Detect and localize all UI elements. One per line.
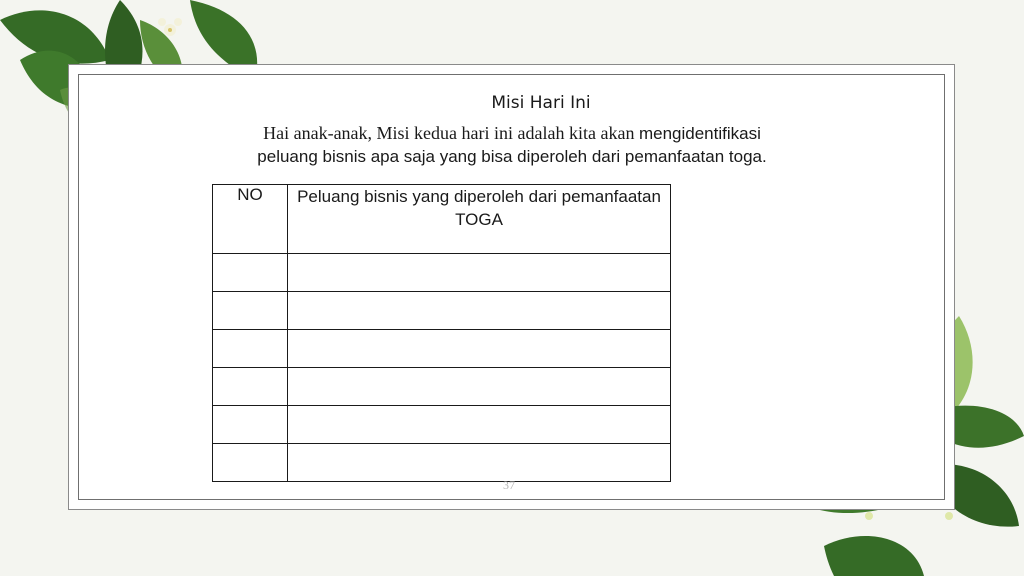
cell-no[interactable] [213, 368, 288, 406]
cell-opportunity[interactable] [288, 254, 671, 292]
mission-table [212, 184, 671, 482]
header-business-opportunity: Peluang bisnis yang diperoleh dari pemanfaatan TOGA [288, 185, 671, 254]
cell-opportunity[interactable] [288, 292, 671, 330]
instruction-line-2: peluang bisnis apa saja yang bisa diperoleh dari pemanfaatan toga. [257, 147, 767, 166]
header-no: NO [213, 185, 288, 254]
cell-no[interactable] [213, 444, 288, 482]
instruction-line-1: Hai anak-anak, Misi kedua hari ini adalah kita akan mengidentifikasi [263, 123, 761, 143]
cell-no[interactable] [213, 254, 288, 292]
table-header-row [213, 185, 671, 254]
page-number: 37 [503, 478, 515, 492]
slide-title: Misi Hari Ini [491, 93, 591, 113]
cell-no[interactable] [213, 292, 288, 330]
cell-opportunity[interactable] [288, 406, 671, 444]
table-row [213, 254, 671, 292]
table-row [213, 292, 671, 330]
table-row [213, 368, 671, 406]
cell-opportunity[interactable] [288, 444, 671, 482]
cell-no[interactable] [213, 406, 288, 444]
cell-opportunity[interactable] [288, 368, 671, 406]
table-row [213, 330, 671, 368]
cell-no[interactable] [213, 330, 288, 368]
table-row [213, 406, 671, 444]
table-row [213, 444, 671, 482]
cell-opportunity[interactable] [288, 330, 671, 368]
